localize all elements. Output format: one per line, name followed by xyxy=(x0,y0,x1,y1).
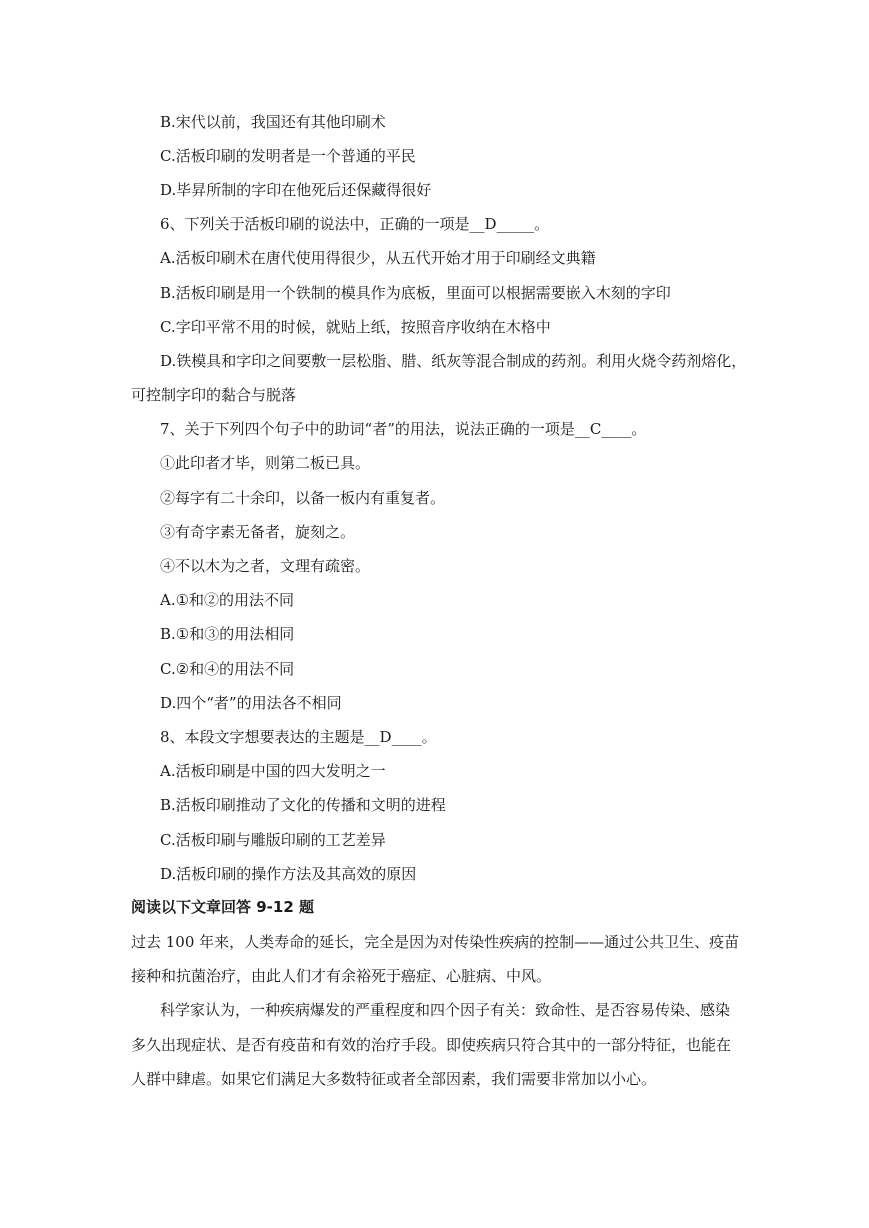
q7-option-d: D.四个“者”的用法各不相同 xyxy=(160,694,342,712)
q7-sentence-4: ④不以木为之者，文理有疏密。 xyxy=(160,557,371,575)
paragraph-1-line-2: 接种和抗菌治疗，由此人们才有余裕死于癌症、心脏病、中风。 xyxy=(131,967,552,985)
q6-option-c: C.字印平常不用的时候，就贴上纸，按照音序收纳在木格中 xyxy=(160,318,551,336)
q6-option-a: A.活板印刷术在唐代使用得很少，从五代开始才用于印刷经文典籍 xyxy=(160,249,596,267)
q6-option-b: B.活板印刷是用一个铁制的模具作为底板，里面可以根据需要嵌入木刻的字印 xyxy=(160,284,671,302)
q8-option-d: D.活板印刷的操作方法及其高效的原因 xyxy=(160,865,417,883)
q7-sentence-1: ①此印者才毕，则第二板已具。 xyxy=(160,454,371,472)
section-heading: 阅读以下文章回答 9-12 题 xyxy=(131,898,314,916)
q5-option-b: B.宋代以前，我国还有其他印刷术 xyxy=(160,113,386,131)
q8-option-c: C.活板印刷与雕版印刷的工艺差异 xyxy=(160,831,386,849)
q8-option-b: B.活板印刷推动了文化的传播和文明的进程 xyxy=(160,796,446,814)
q7-option-a: A.①和②的用法不同 xyxy=(160,591,295,609)
paragraph-2-line-3: 人群中肆虐。如果它们满足大多数特征或者全部因素，我们需要非常加以小心。 xyxy=(131,1070,657,1088)
q7-option-b: B.①和③的用法相同 xyxy=(160,625,295,643)
q6-option-d-line1: D.铁模具和字印之间要敷一层松脂、腊、纸灰等混合制成的药剂。利用火烧令药剂熔化， xyxy=(160,352,747,370)
q5-option-c: C.活板印刷的发明者是一个普通的平民 xyxy=(160,147,416,165)
q6-option-d-line2: 可控制字印的黏合与脱落 xyxy=(131,386,297,404)
q5-option-d: D.毕昇所制的字印在他死后还保藏得很好 xyxy=(160,181,432,199)
paragraph-2-line-2: 多久出现症状、是否有疫苗和有效的治疗手段。即使疾病只符合其中的一部分特征，也能在 xyxy=(131,1036,732,1054)
q8-stem: 8、本段文字想要表达的主题是__D____。 xyxy=(160,728,437,746)
paragraph-2-line-1: 科学家认为，一种疾病爆发的严重程度和四个因子有关：致命性、是否容易传染、感染 xyxy=(160,1001,731,1019)
q8-option-a: A.活板印刷是中国的四大发明之一 xyxy=(160,762,386,780)
q7-stem: 7、关于下列四个句子中的助词“者”的用法，说法正确的一项是__C____。 xyxy=(160,420,647,438)
q6-stem: 6、下列关于活板印刷的说法中，正确的一项是__D_____。 xyxy=(160,215,550,233)
q7-sentence-2: ②每字有二十余印，以备一板内有重复者。 xyxy=(160,489,446,507)
q7-option-c: C.②和④的用法不同 xyxy=(160,660,295,678)
q7-sentence-3: ③有奇字素无备者，旋刻之。 xyxy=(160,523,356,541)
paragraph-1-line-1: 过去 100 年来，人类寿命的延长，完全是因为对传染性疾病的控制——通过公共卫生、疫苗 xyxy=(131,933,740,951)
